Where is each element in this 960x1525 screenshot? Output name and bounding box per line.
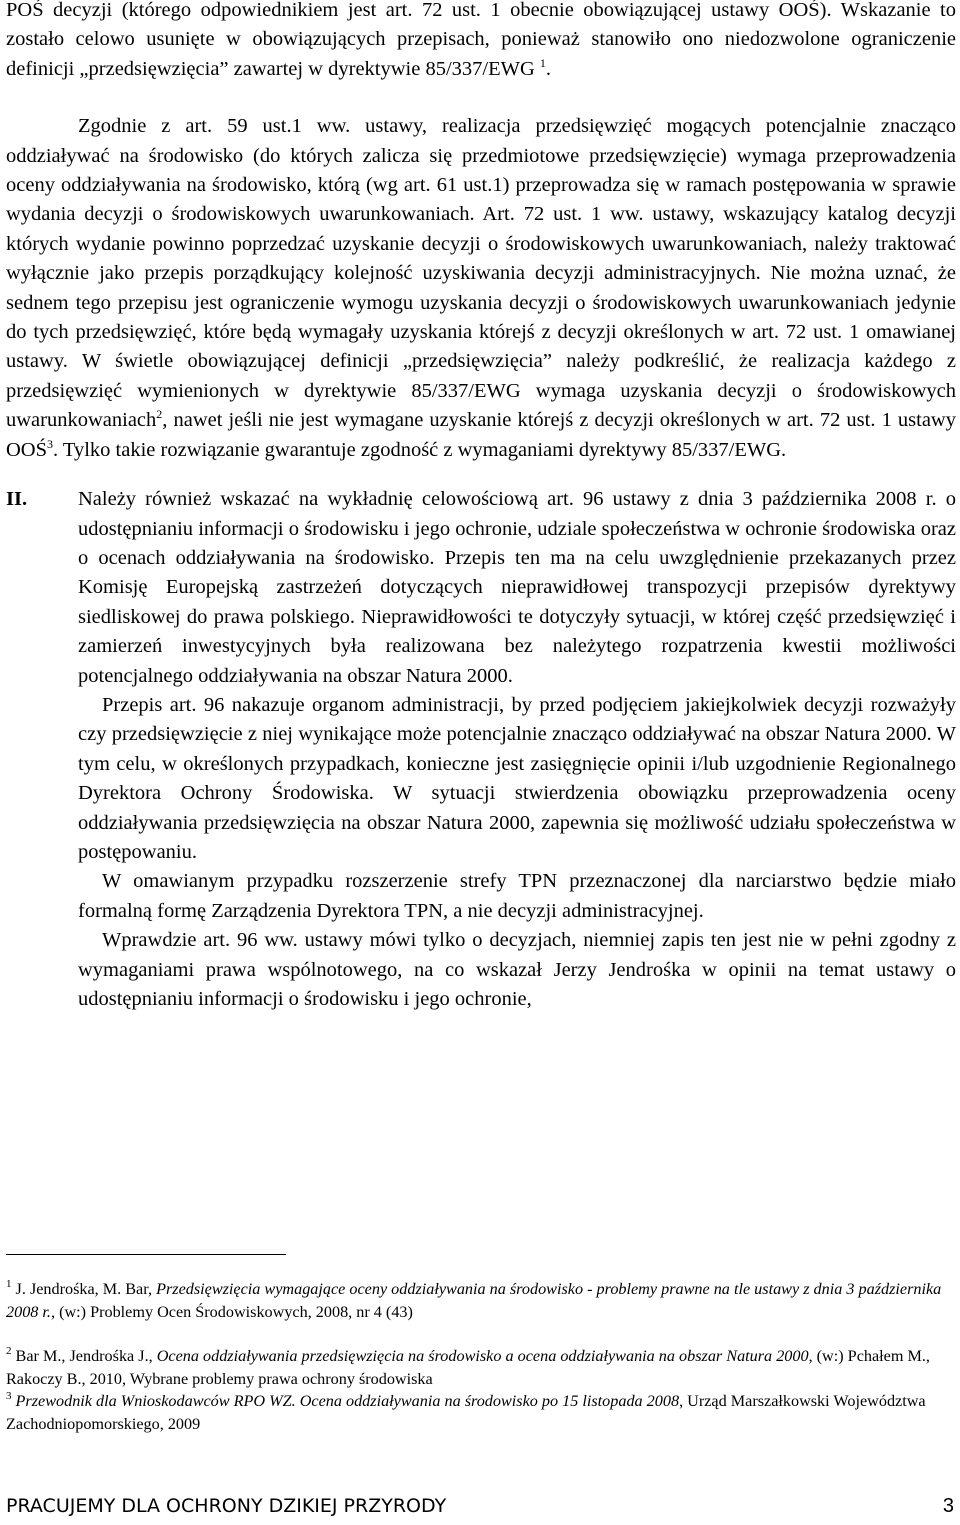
footnote-2: [6, 1345, 951, 1390]
footnote-text: , (w:) Problemy Ocen Środowiskowych, 2008, nr 4 (43): [50, 1302, 413, 1321]
section-ii-paragraph-4: Wprawdzie art. 96 ww. ustawy mówi tylko o decyzjach, niemniej zapis ten jest nie w pełni zgodny z wymaganiami prawa wspólnotowego, na co wskazał Jerzy Jendrośka w opinii na temat ustawy o udostępnianiu informacji o środowisku i jego ochronie,: [78, 929, 956, 1010]
art59-text-b: , nawet jeśli nie jest wymagane uzyskanie którejś z decyzji określonych w art. 72 ust. 1 ustawy OOŚ: [6, 409, 956, 461]
footnote-title: Ocena oddziaływania przedsięwzięcia na środowisko a ocena oddziaływania na obszar Natura 2000: [156, 1347, 809, 1365]
section-number: II.: [6, 488, 28, 511]
spacer: [6, 1323, 951, 1345]
art59-text: Zgodnie z art. 59 ust.1 ww. ustawy, realizacja przedsięwzięć mogących potencjalnie znacząco oddziaływać na środowisko (do których zalicza się przedmiotowe przedsięwzięcie) wymaga przeprowadzenia oceny oddziaływania na środowisko, którą (wg art. 61 ust.1) przeprowadza się w ramach postępowania w sprawie wydania decyzji o środowiskowych uwarunkowaniach. Art. 72 ust. 1 ww. ustawy, wskazujący katalog decyzji których wydanie powinno poprzedzać uzyskanie decyzji o środowiskowych uwarunkowaniach, należy traktować wyłącznie jako przepis porządkujący kolejność uzyskiwania decyzji administracyjnych. Nie można uznać, że sednem tego przepisu jest ograniczenie wymogu uzyskania decyzji o środowiskowych uwarunkowaniach jedynie do tych przedsięwzięć, które będą wymagały uzyskania którejś z decyzji określonych w art. 72 ust. 1 omawianej ustawy. W świetle obowiązującej definicji „przedsięwzięcia” należy podkreślić, że realizacja każdego z przedsięwzięć wymienionych w dyrektywie 85/337/EWG wymaga uzyskania decyzji o środowiskowych uwarunkowaniach: [6, 115, 956, 432]
page-number: 3: [942, 1495, 954, 1517]
section-ii-paragraph-3: W omawianym przypadku rozszerzenie strefy TPN przeznaczonej dla narciarstwo będzie miało formalną formę Zarządzenia Dyrektora TPN, a nie decyzji administracyjnej.: [78, 870, 956, 922]
footnote-title: Przewodnik dla Wnioskodawców RPO WZ. Ocena oddziaływania na środowisko po 15 listopada 2008: [11, 1392, 680, 1410]
section-ii: [6, 485, 956, 1014]
footnote-1: [6, 1278, 951, 1323]
footnote-text: , Urząd Marszałkowski Województwa Zachodniopomorskiego, 2009: [6, 1392, 926, 1433]
intro-text: POŚ decyzji (którego odpowiednikiem jest art. 72 ust. 1 obecnie obowiązującej ustawy OOŚ). Wskazanie to zostało celowo usunięte w obowiązujących przepisach, ponieważ stanowiło ono niedozwolone ograniczenie definicji „przedsięwzięcia” zawartej w dyrektywie 85/337/EWG: [6, 0, 956, 80]
paragraph-art-59: [6, 112, 956, 465]
main-text: [6, 0, 956, 1014]
footnote-ref-1: 1: [539, 55, 546, 70]
footnote-number: 1: [6, 1278, 12, 1290]
spacer: [6, 465, 956, 485]
footnote-text: J. Jendrośka, M. Bar,: [11, 1280, 157, 1298]
footnote-number: 2: [6, 1345, 12, 1357]
footnote-text: , (w:) Pchałem M., Rakoczy B., 2010, Wybrane problemy prawa ochrony środowiska: [6, 1347, 930, 1388]
footnote-3: [6, 1390, 951, 1435]
art59-text-c: . Tylko takie rozwiązanie gwarantuje zgodność z wymaganiami dyrektywy 85/337/EWG.: [53, 438, 787, 461]
section-ii-paragraph-1: Należy również wskazać na wykładnię celowościową art. 96 ustawy z dnia 3 października 2008 r. o udostępnianiu informacji o środowisku i jego ochronie, udziale społeczeństwa w ochronie środowiska oraz o ocenach oddziaływania na środowisko. Przepis ten ma na celu uwzględnienie przekazanych przez Komisję Europejską zastrzeżeń dotyczących nieprawidłowej transpozycji przepisów dyrektywy siedliskowej do prawa polskiego. Nieprawidłowości te dotyczyły sytuacji, w której część przedsięwzięć i zamierzeń inwestycyjnych była realizowana bez należytego rozpatrzenia kwestii możliwości potencjalnego oddziaływania na obszar Natura 2000.: [78, 488, 956, 687]
footnote-ref-2: 2: [156, 407, 163, 422]
footnote-separator: [6, 1254, 286, 1255]
footnote-title: Przedsięwzięcia wymagające oceny oddziaływania na środowisko - problemy prawne na tle ustawy z dnia 3 października 2008 r.: [6, 1280, 942, 1321]
footnote-ref-3: 3: [47, 436, 54, 451]
section-ii-paragraph-2: Przepis art. 96 nakazuje organom administracji, by przed podjęciem jakiejkolwiek decyzji rozważyły czy przedsięwzięcie z niej wynikające może potencjalnie znacząco oddziaływać na obszar Natura 2000. W tym celu, w określonych przypadkach, konieczne jest zasięgnięcie opinii i/lub uzgodnienie Regionalnego Dyrektora Ochrony Środowiska. W sytuacji stwierdzenia obowiązku przeprowadzenia oceny oddziaływania przedsięwzięcia na obszar Natura 2000, zapewnia się możliwość udziału społeczeństwa w postępowaniu.: [78, 693, 956, 863]
footnotes: [6, 1278, 951, 1435]
footer-label: PRACUJEMY DLA OCHRONY DZIKIEJ PRZYRODY: [6, 1495, 447, 1517]
paragraph-intro: [6, 0, 956, 84]
footnote-text: Bar M., Jendrośka J.,: [11, 1347, 157, 1365]
intro-end: .: [545, 57, 552, 80]
spacer: [6, 84, 956, 112]
footnote-number: 3: [6, 1390, 12, 1402]
